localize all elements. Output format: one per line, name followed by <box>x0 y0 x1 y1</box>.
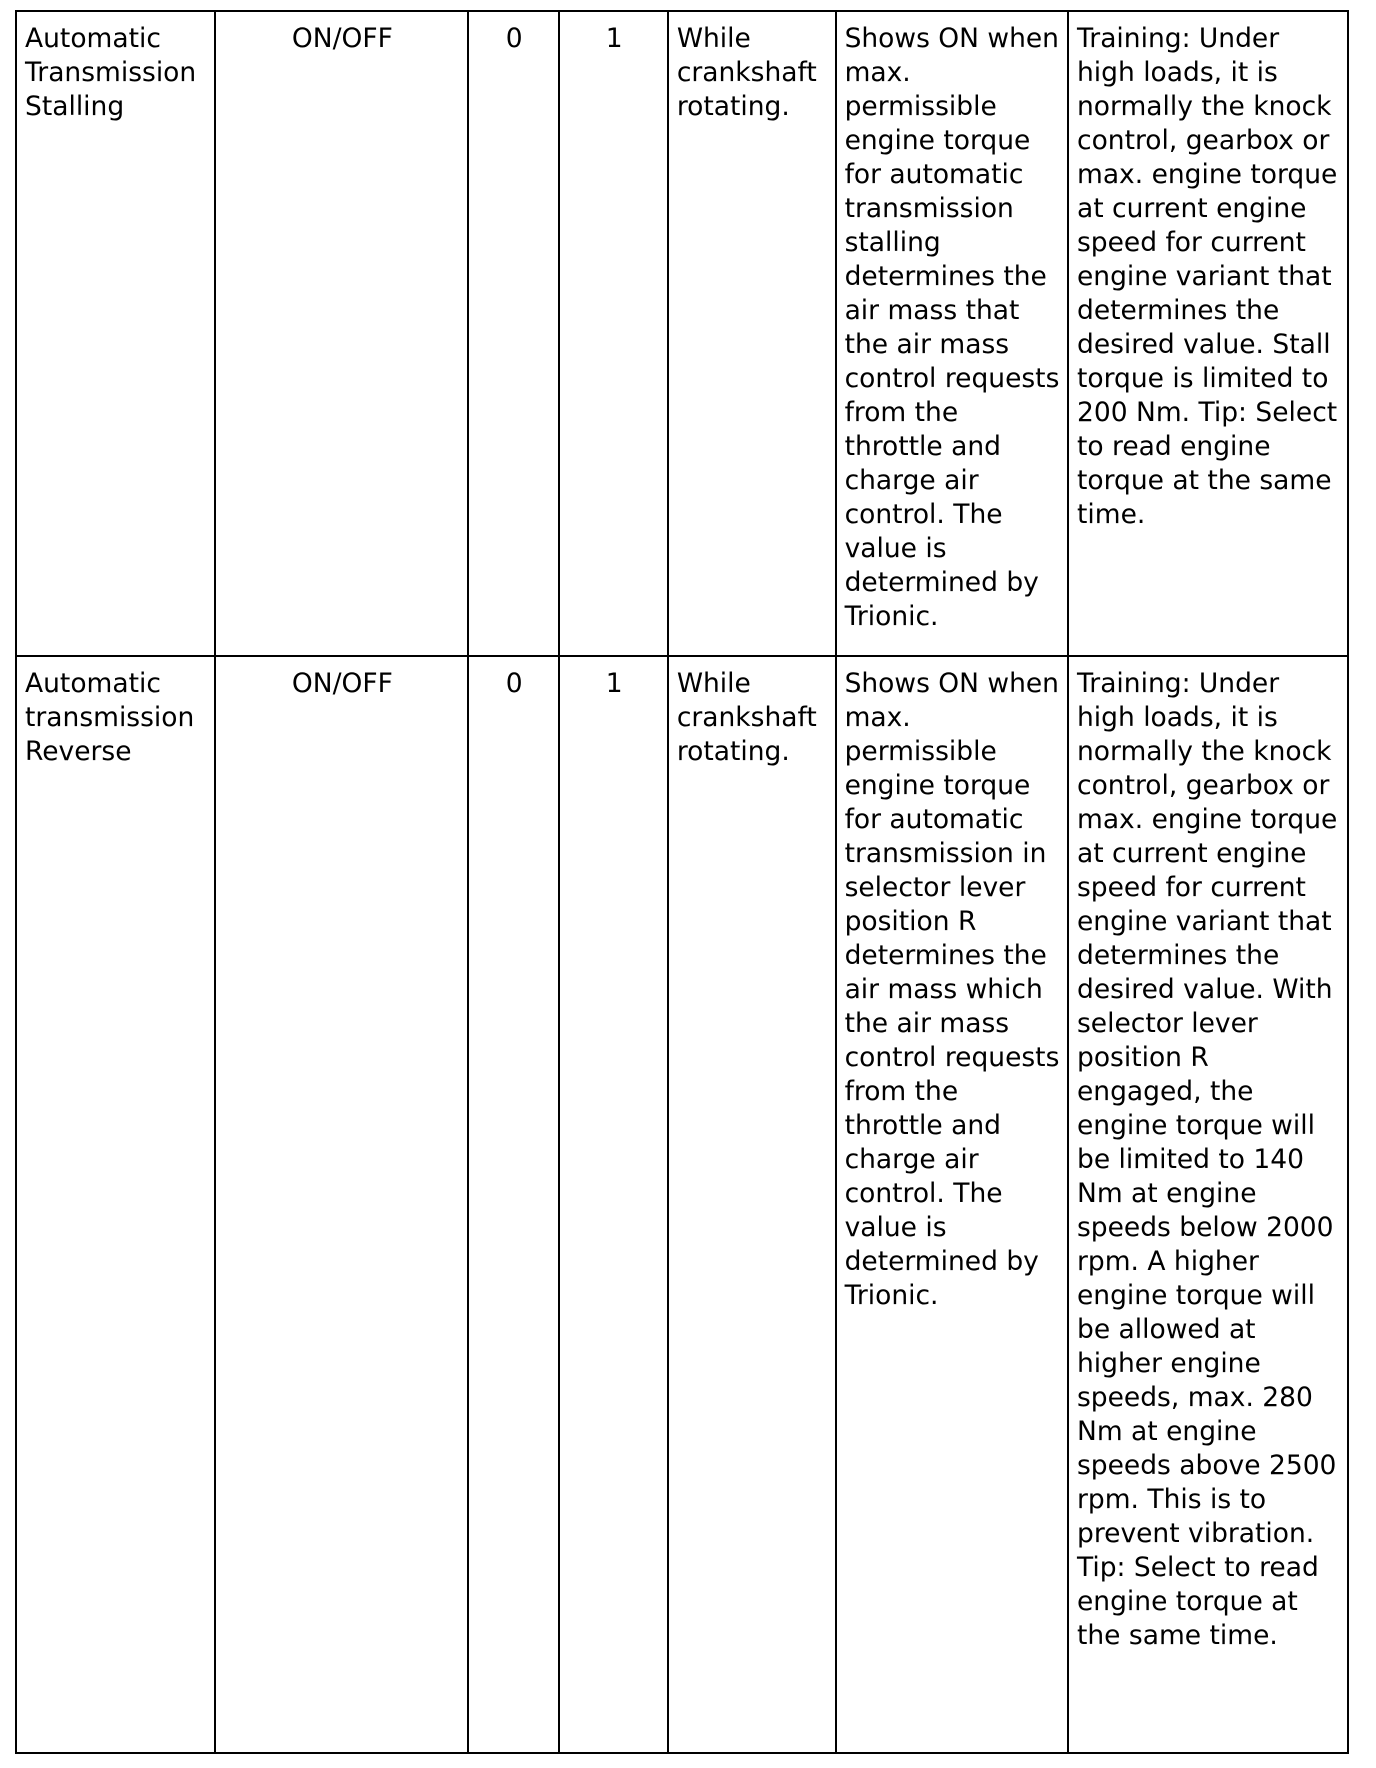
table-row <box>16 656 1348 1753</box>
max-value-cell: 1 <box>559 11 668 656</box>
unit-cell: ON/OFF <box>215 656 468 1753</box>
unit-cell: ON/OFF <box>215 11 468 656</box>
min-value-cell: 0 <box>468 656 559 1753</box>
training-cell: Training: Under high loads, it is normally the knock control, gearbox or max. engine torque at current engine speed for current engine variant that determines the desired value. With selector lever position R engaged, the engine torque will be limited to 140 Nm at engine speeds below 2000 rpm. A higher engine torque will be allowed at higher engine speeds, max. 280 Nm at engine speeds above 2500 rpm. This is to prevent vibration. Tip: Select to read engine torque at the same time. <box>1068 656 1348 1753</box>
condition-cell: While crankshaft rotating. <box>668 11 836 656</box>
parameter-table <box>15 10 1349 1754</box>
training-cell: Training: Under high loads, it is normally the knock control, gearbox or max. engine torque at current engine speed for current engine variant that determines the desired value. Stall torque is limited to 200 Nm. Tip: Select to read engine torque at the same time. <box>1068 11 1348 656</box>
table-row <box>16 11 1348 656</box>
description-cell: Shows ON when max. permissible engine torque for automatic transmission in selector lever position R determines the air mass which the air mass control requests from the throttle and charge air control. The value is determined by Trionic. <box>836 656 1068 1753</box>
parameter-name-cell: Automatic Transmission Stalling <box>16 11 215 656</box>
condition-cell: While crankshaft rotating. <box>668 656 836 1753</box>
max-value-cell: 1 <box>559 656 668 1753</box>
min-value-cell: 0 <box>468 11 559 656</box>
description-cell: Shows ON when max. permissible engine torque for automatic transmission stalling determines the air mass that the air mass control requests from the throttle and charge air control. The value is determined by Trionic. <box>836 11 1068 656</box>
parameter-name-cell: Automatic transmission Reverse <box>16 656 215 1753</box>
